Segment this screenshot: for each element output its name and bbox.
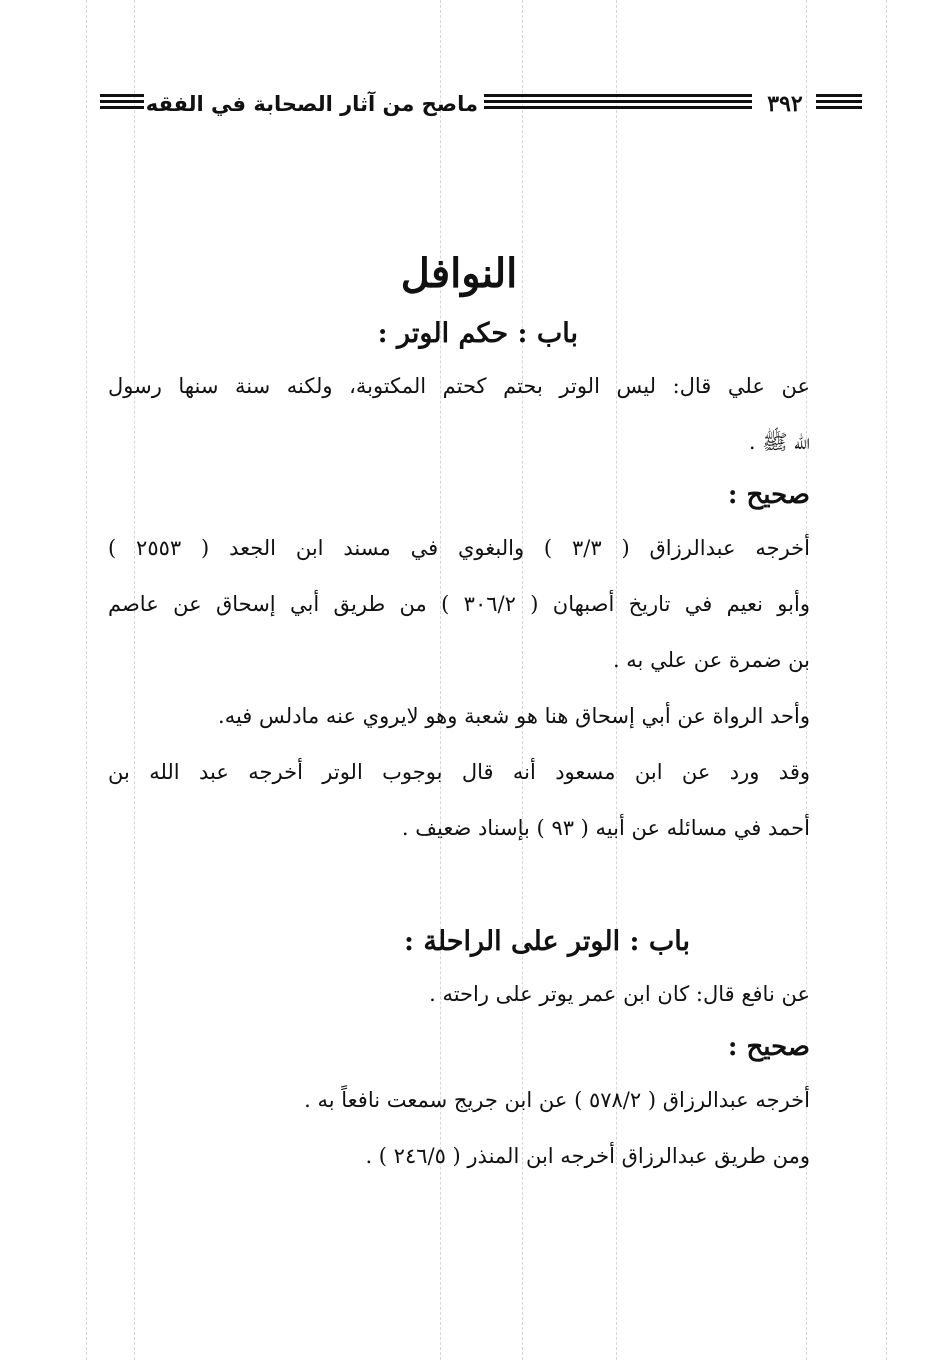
narration-line: عن نافع قال: كان ابن عمر يوتر على راحته .	[429, 982, 810, 1006]
section-witr-ruling	[108, 310, 810, 856]
takhrij-line: وأبو نعيم في تاريخ أصبهان ( ٣٠٦/٢ ) من طريق أبي إسحاق عن عاصم	[108, 592, 810, 616]
section-witr-on-mount	[108, 918, 810, 1184]
running-header	[100, 88, 862, 120]
takhrij-line: أخرجه عبدالرزاق ( ٣/٣ ) والبغوي في مسند ابن الجعد ( ٢٥٥٣ )	[108, 536, 810, 560]
grade-label: صحيح :	[727, 480, 810, 510]
running-title: ماصح من آثار الصحابة في الفقه	[145, 92, 478, 116]
takhrij-line: بن ضمرة عن علي به .	[612, 648, 810, 672]
takhrij-line: ومن طريق عبدالرزاق أخرجه ابن المنذر ( ٢٤٦/٥ ) .	[365, 1144, 810, 1168]
note-line: أحمد في مسائله عن أبيه ( ٩٣ ) بإسناد ضعيف .	[401, 816, 810, 840]
narration-line: الله ﷺ .	[748, 430, 810, 454]
narration-line: عن علي قال: ليس الوتر بحتم كحتم المكتوبة، ولكنه سنة سنها رسول	[108, 374, 810, 398]
section-title: باب : حكم الوتر :	[377, 318, 578, 349]
header-rule-right	[816, 94, 862, 114]
section-gap	[108, 856, 810, 918]
takhrij-line: أخرجه عبدالرزاق ( ٥٧٨/٢ ) عن ابن جريج سمعت نافعاً به .	[304, 1088, 810, 1112]
chapter-title: النوافل	[400, 250, 518, 297]
note-line: وقد ورد عن ابن مسعود أنه قال بوجوب الوتر أخرجه عبد الله بن	[108, 760, 810, 784]
grade-label: صحيح :	[727, 1032, 810, 1062]
page-body	[108, 238, 810, 1184]
header-rule-left	[100, 94, 144, 114]
section-title: باب : الوتر على الراحلة :	[404, 926, 690, 957]
page-number: ٣٩٢	[767, 91, 803, 117]
header-rule-middle	[484, 94, 752, 114]
note-line: وأحد الرواة عن أبي إسحاق هنا هو شعبة وهو لايروي عنه مادلس فيه.	[218, 704, 810, 728]
